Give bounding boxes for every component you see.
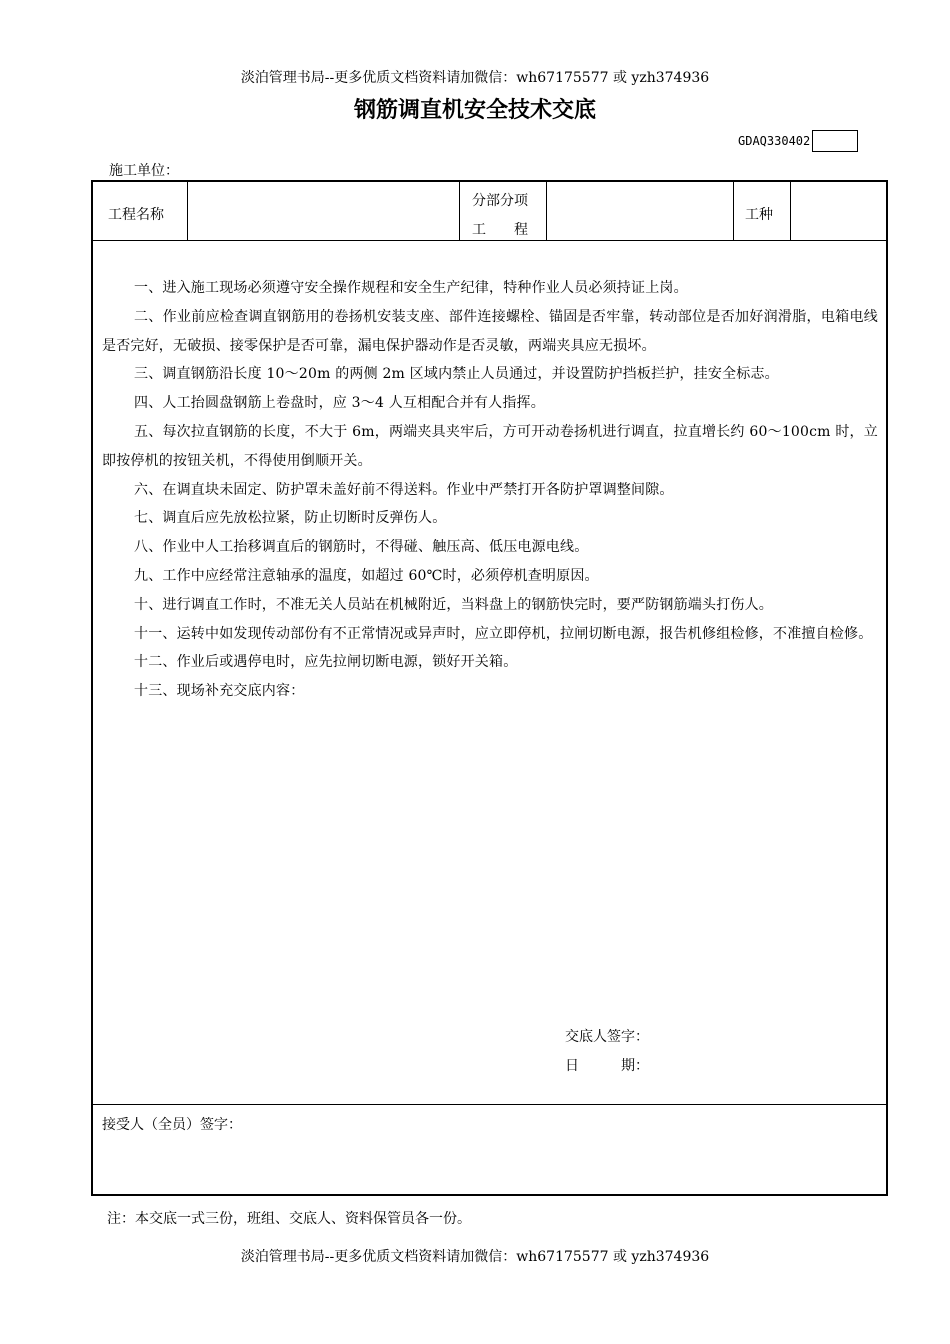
- safety-item: 二、作业前应检查调直钢筋用的卷扬机安装支座、部件连接螺栓、锚固是否牢靠，转动部位是否加好润滑脂，电箱电线是否完好，无破损、接零保护是否可靠，漏电保护器动作是否灵敏，两端夹具应无损坏。: [102, 308, 878, 354]
- doc-code: GDAQ330402: [738, 134, 811, 148]
- doc-code-box: [812, 130, 858, 152]
- safety-item: 五、每次拉直钢筋的长度，不大于 6m，两端夹具夹牢后，方可开动卷扬机进行调直，拉直增长约 60～100cm 时，立即按停机的按钮关机，不得使用倒顺开关。: [102, 423, 878, 469]
- date-label: 日 期：: [565, 1058, 649, 1074]
- safety-item: 十、进行调直工作时，不准无关人员站在机械附近，当料盘上的钢筋快完时，要严防钢筋端头打伤人。: [134, 596, 773, 613]
- safety-item: 七、调直后应先放松拉紧，防止切断时反弹伤人。: [134, 510, 447, 527]
- safety-item: 十二、作业后或遇停电时，应先拉闸切断电源，锁好开关箱。: [134, 654, 518, 671]
- work-type-label: 工种: [745, 207, 773, 223]
- divider: [790, 182, 791, 240]
- divider: [93, 1104, 886, 1105]
- divider: [187, 182, 188, 240]
- safety-item: 三、调直钢筋沿长度 10～20m 的两侧 2m 区域内禁止人员通过，并设置防护挡板拦护，挂安全标志。: [134, 366, 779, 383]
- footnote: 注：本交底一式三份，班组、交底人、资料保管员各一份。: [107, 1211, 471, 1227]
- signer-label: 交底人签字：: [565, 1029, 649, 1045]
- form-table: [91, 180, 888, 1196]
- doc-code-group: [738, 130, 858, 152]
- footer-note: 淡泊管理书局--更多优质文档资料请加微信：wh67175577 或 yzh374936: [240, 1249, 710, 1265]
- construction-unit-label: 施工单位：: [109, 163, 179, 179]
- receiver-label: 接受人（全员）签字：: [102, 1117, 242, 1133]
- divider: [733, 182, 734, 240]
- header-note: 淡泊管理书局--更多优质文档资料请加微信：wh67175577 或 yzh374936: [240, 70, 710, 86]
- safety-item: 十一、运转中如发现传动部份有不正常情况或异声时，应立即停机，拉闸切断电源，报告机修组检修，不准擅自检修。: [134, 625, 873, 642]
- divider: [459, 182, 460, 240]
- safety-item: 六、在调直块未固定、防护罩未盖好前不得送料。作业中严禁打开各防护罩调整间隙。: [134, 481, 674, 498]
- safety-item: 一、进入施工现场必须遵守安全操作规程和安全生产纪律，特种作业人员必须持证上岗。: [134, 280, 688, 296]
- divider: [93, 240, 886, 241]
- safety-item: 八、作业中人工抬移调直后的钢筋时，不得碰、触压高、低压电源电线。: [134, 539, 589, 556]
- divider: [546, 182, 547, 240]
- project-name-label: 工程名称: [108, 207, 164, 223]
- subproject-label-line2: 工 程: [472, 222, 528, 238]
- page-title: 钢筋调直机安全技术交底: [353, 98, 596, 123]
- safety-item: 四、人工抬圆盘钢筋上卷盘时，应 3～4 人互相配合并有人指挥。: [134, 395, 545, 412]
- safety-item: 十三、现场补充交底内容：: [134, 683, 305, 700]
- subproject-label-line1: 分部分项: [472, 193, 528, 209]
- safety-item: 九、工作中应经常注意轴承的温度，如超过 60℃时，必须停机查明原因。: [134, 567, 599, 584]
- safety-items: [102, 274, 878, 706]
